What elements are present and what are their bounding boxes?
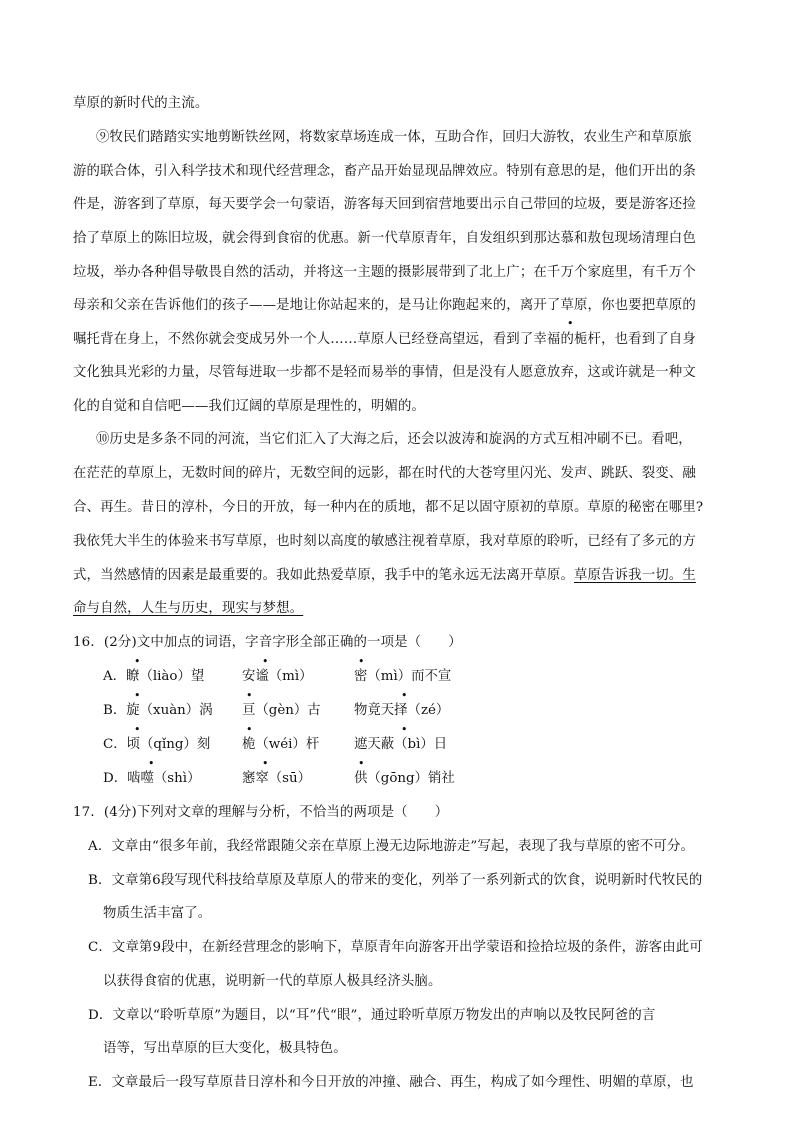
emphasis-dot: • xyxy=(262,655,269,668)
q17-option-a: A．文章由“很多年前，我经常跟随父亲在草原上漫无边际地游走”写起，表现了我与草原的密不可分。 xyxy=(88,839,695,854)
passage-line: 化的自觉和自信吧——我们辽阔的草原是理性的，明媚的。 xyxy=(73,399,426,414)
passage-line: 我依凭大半生的体验来书写草原，也时刻以高度的敏感注视着草原，我对草原的聆听，已经有了多元的方 xyxy=(73,534,696,549)
emphasis-dot: • xyxy=(134,723,141,736)
q16-option-c-2: 桅（wéi）杆 xyxy=(242,737,320,752)
emphasis-dot: • xyxy=(401,689,408,702)
q16-option-d-3: 供（gōng）销社 xyxy=(354,771,455,786)
passage-line: 母亲和父亲在告诉他们的孩子——是地让你站起来的，是马让你跑起来的，离开了草原，你也要把草原的 xyxy=(73,298,696,313)
passage-line: 拾了草原上的陈旧垃圾，就会得到食宿的优惠。新一代草原青年，自发组织到那达慕和敖包现场清理白色 xyxy=(73,231,696,246)
q16-option-b-3: 物竟天择（zé） xyxy=(354,703,450,718)
question-16-stem: 16．(2分)文中加点的词语，字音字形全部正确的一项是（ ） xyxy=(73,635,462,650)
q17-option-b: B．文章第6段写现代科技给草原及草原人的带来的变化，列举了一系列新式的饮食，说明新时代牧民的 xyxy=(88,873,703,888)
passage-line: 游的联合体，引入科学技术和现代经营理念，畜产品开始显现品牌效应。特别有意思的是，他们开出的条 xyxy=(73,164,696,179)
passage-text: 式，当然感情的因素是最重要的。我如此热爱草原，我手中的笔永远无法离开草原。 xyxy=(73,568,575,583)
emphasis-dot: • xyxy=(134,689,141,702)
passage-line: 件是，游客到了草原，每天要学会一句蒙语，游客每天回到宿营地要出示自己带回的垃圾，要是游客还捡 xyxy=(73,197,696,212)
q16-option-a-2: 安谧（mì） xyxy=(242,669,313,684)
passage-line: 垃圾，举办各种倡导敬畏自然的活动，并将这一主题的摄影展带到了北上广；在千万个家庭里，有千万个 xyxy=(73,265,696,280)
q17-option-c-cont: 以获得食宿的优惠，说明新一代的草原人极具经济头脑。 xyxy=(103,974,442,989)
q17-option-b-cont: 物质生活丰富了。 xyxy=(103,906,212,921)
emphasis-dot: • xyxy=(567,317,574,330)
q17-option-c: C．文章第9段中，在新经营理念的影响下，草原青年向游客开出学蒙语和捡拾垃圾的条件，游客由此可 xyxy=(88,940,703,955)
q17-option-d: D．文章以“聆听草原”为题目，以“耳”代“眼”，通过聆听草原万物发出的声响以及牧民阿爸的言 xyxy=(88,1008,656,1023)
emphasis-dot: • xyxy=(134,655,141,668)
passage-line: 嘱托背在身上，不然你就会变成另外一个人……草原人已经登高望远，看到了幸福的栀杆，也看到了自身 xyxy=(73,332,696,347)
passage-line: 文化独具光彩的力量，尽管每进取一步都不是轻而易举的事情，但是没有人愿意放弃，这或许就是一种文 xyxy=(73,365,696,380)
underlined-sentence: 草原告诉我一切。生 xyxy=(574,568,696,583)
passage-line: 草原的新时代的主流。 xyxy=(73,96,209,111)
question-17-stem: 17．(4分)下列对文章的理解与分析，不恰当的两项是（ ） xyxy=(73,805,449,820)
emphasis-dot: • xyxy=(358,655,365,668)
passage-line: 在茫茫的草原上，无数时间的碎片，无数空间的远影，都在时代的大苍穹里闪光、发声、跳跃、裂变、融 xyxy=(73,466,696,481)
passage-line: 合、再生。昔日的淳朴，今日的开放，每一种内在的质地，都不足以固守原初的草原。草原的秘密在哪里? xyxy=(73,500,704,515)
paragraph-9-start: ⑨牧民们踏踏实实地剪断铁丝网，将数家草场连成一体，互助合作，回归大游牧，农业生产和草原旅 xyxy=(96,130,692,145)
emphasis-dot: • xyxy=(246,689,253,702)
q16-option-a-3: 密（mì）而不宣 xyxy=(354,669,452,684)
q16-option-d-1: D．啮噬（shì） xyxy=(103,771,201,786)
q16-option-c-1: C．顷（qǐng）刻 xyxy=(103,737,211,752)
emphasis-dot: • xyxy=(246,723,253,736)
emphasis-dot: • xyxy=(358,757,365,770)
passage-line xyxy=(73,567,696,585)
emphasis-dot: • xyxy=(401,723,408,736)
q16-option-b-2: 亘（gèn）古 xyxy=(242,703,321,718)
paragraph-10-start: ⑩历史是多条不同的河流，当它们汇入了大海之后，还会以波涛和旋涡的方式互相冲刷不已。看吧， xyxy=(96,432,692,447)
q16-option-c-3: 遮天蔽（bì）日 xyxy=(354,737,448,752)
emphasis-dot: • xyxy=(148,757,155,770)
q16-option-d-2: 窸窣（sū） xyxy=(242,771,312,786)
q16-option-a-1: A．瞭（liào）望 xyxy=(103,669,205,684)
underlined-sentence: 命与自然，人生与历史，现实与梦想。 xyxy=(73,601,304,616)
q16-option-b-1: B．旋（xuàn）涡 xyxy=(103,703,213,718)
emphasis-dot: • xyxy=(262,757,269,770)
q17-option-e: E．文章最后一段写草原昔日淳朴和今日开放的冲撞、融合、再生，构成了如今理性、明媚的草原，也 xyxy=(88,1075,694,1090)
q17-option-d-cont: 语等，写出草原的巨大变化，极具特色。 xyxy=(103,1041,347,1056)
